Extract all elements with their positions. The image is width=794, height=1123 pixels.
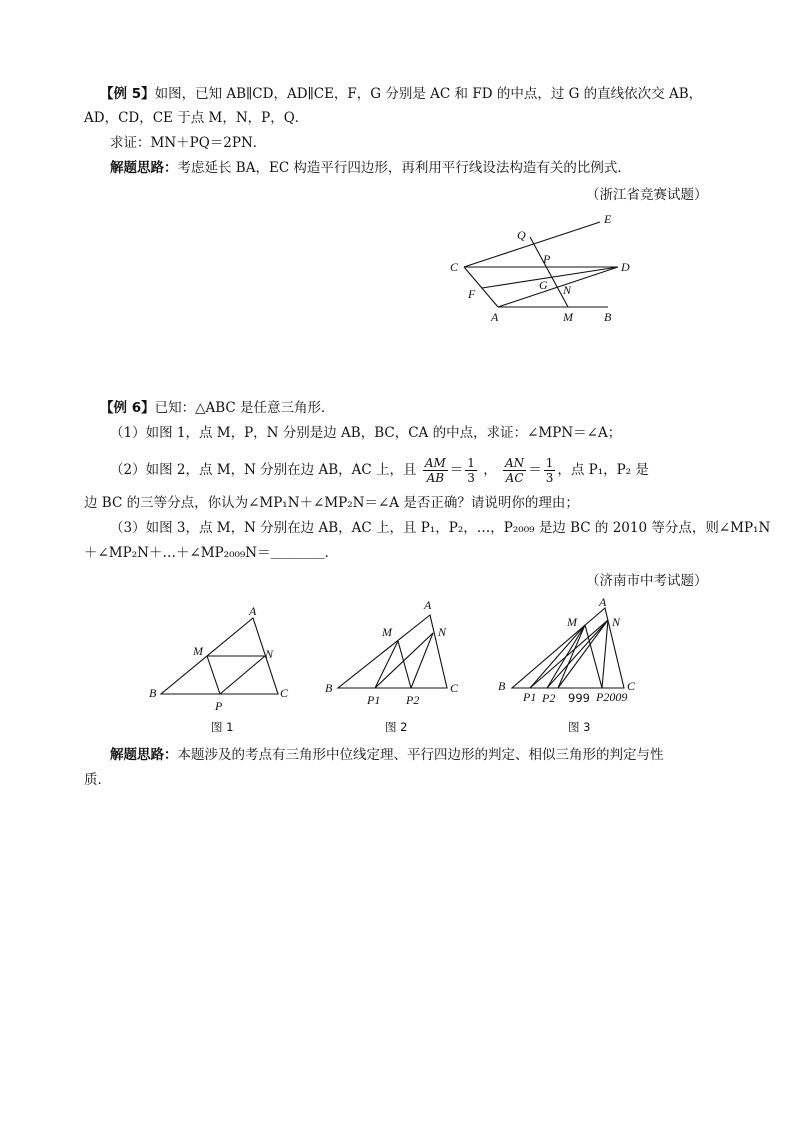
label-g: G	[539, 278, 548, 292]
fig1-label-p: P	[215, 699, 223, 713]
fraction-am-ab	[423, 456, 448, 485]
fraction-one-third-1	[465, 456, 477, 485]
label-b: B	[604, 310, 612, 324]
segment-pn	[220, 656, 265, 694]
fraction-an: AN	[505, 456, 525, 470]
fig1-label-m: M	[193, 644, 203, 658]
example6-part2-c: 边 BC 的三等分点，你认为∠MP₁N＋∠MP₂N＝∠A 是否正确？请说明你的理由；	[84, 495, 579, 511]
fig2-label-p2: P2	[406, 693, 420, 707]
fig1-caption: 图 1	[211, 720, 234, 734]
fraction-one-third-2	[544, 456, 556, 485]
fig2-label-a: A	[424, 598, 432, 612]
example5-tag: 【例 5】	[100, 86, 155, 102]
label-p: P	[543, 252, 551, 266]
fig3-label-p1: P1	[523, 690, 537, 704]
fig3-label-p2: P2	[542, 691, 556, 705]
label-n: N	[563, 283, 572, 297]
fig3-label-b: B	[498, 679, 506, 693]
label-m: M	[563, 310, 573, 324]
fraction-ab: AB	[426, 471, 445, 485]
example6-intro: 已知：△ABC 是任意三角形．	[154, 400, 335, 416]
example6-line1	[100, 398, 335, 418]
fig3-label-dots: 999	[568, 691, 590, 705]
example5-hint-text: 考虑延长 BA，EC 构造平行四边形，再利用平行线设法构造有关的比例式．	[177, 160, 631, 176]
example6-hint	[110, 745, 664, 765]
segment-mp1	[375, 641, 398, 688]
example6-part1: （1）如图 1，点 M，P，N 分别是边 AB，BC，CA 的中点，求证：∠MPN＝∠A；	[110, 425, 622, 441]
label-f: F	[468, 287, 476, 301]
example6-figure2	[320, 595, 470, 738]
equals-2: ＝	[528, 462, 542, 478]
fig3-label-a: A	[599, 595, 607, 609]
segment-np1	[375, 633, 433, 688]
fraction-one-1: 1	[467, 456, 475, 470]
example5-hint-label: 解题思路：	[110, 160, 178, 176]
line-fd	[482, 267, 618, 288]
example6-part2-b: ，点 P₁，P₂ 是	[557, 462, 649, 478]
fig1-label-b: B	[149, 686, 157, 700]
fig2-label-c: C	[450, 681, 459, 695]
fig2-label-p1: P1	[367, 693, 381, 707]
example6-part3-b: ＋∠MP₂N＋…＋∠MP₂₀₀₉N＝＿＿＿＿．	[84, 545, 339, 561]
example6-hint-label: 解题思路：	[110, 747, 178, 763]
label-c: C	[450, 260, 459, 274]
example6-source: （济南市中考试题）	[586, 573, 708, 589]
fig3-label-m: M	[567, 615, 577, 629]
line-ad	[498, 267, 618, 307]
equals-1: ＝	[449, 462, 464, 478]
fig1-label-c: C	[280, 686, 289, 700]
fraction-an-ac	[503, 456, 526, 485]
label-e: E	[604, 212, 612, 226]
segment-np2009	[602, 620, 608, 688]
example6-hint-line2: 质．	[84, 772, 111, 788]
fig2-caption: 图 2	[385, 720, 408, 734]
example6-part3-a: （3）如图 3，点 M，N 分别在边 AB，AC 上，且 P₁，P₂，…，P₂₀₀₉ 是边 BC 的 2010 等分点，则∠MP₁N	[110, 520, 771, 536]
example6-figure3	[490, 590, 650, 738]
fig3-label-c: C	[627, 679, 636, 693]
example5-figure	[440, 205, 640, 330]
example5-source: （浙江省竞赛试题）	[586, 187, 708, 203]
segment-mp1	[530, 625, 585, 688]
segment-np1	[530, 620, 608, 688]
fig2-label-b: B	[325, 681, 333, 695]
fig3-label-p2009: P2009	[596, 690, 628, 704]
fig3-label-n: N	[612, 615, 621, 629]
segment-mp	[207, 656, 220, 694]
segment-mp2009	[585, 625, 602, 688]
example6-part2-line1: （2）如图 2，点 M，N 分别在边 AB，AC 上，且 $\frac{AM}{AB}$ ＝ $\frac{1}{3}$ ， $\frac{AN}{AC}$ ＝ $\frac{1}{3}$ ，点 P₁，P₂ 是	[110, 456, 649, 485]
example6-figure1	[145, 598, 295, 738]
example5-prove: 求证：MN＋PQ＝2PN．	[110, 135, 267, 151]
fig1-label-a: A	[249, 604, 257, 618]
line-ce	[464, 222, 600, 267]
example5-line1	[100, 84, 702, 104]
example6-part2-a: （2）如图 2，点 M，N 分别在边 AB，AC 上，且	[110, 462, 417, 478]
fraction-am: AM	[424, 456, 446, 470]
fig2-label-n: N	[438, 625, 447, 639]
example5-hint	[110, 158, 631, 178]
segment-np2	[411, 633, 433, 688]
fraction-three-1: 3	[467, 471, 475, 485]
example6-hint-text: 本题涉及的考点有三角形中位线定理、平行四边形的判定、相似三角形的判定与性	[177, 747, 664, 763]
example5-line2: AD，CD，CE 于点 M，N，P，Q．	[84, 110, 309, 126]
label-q: Q	[517, 228, 526, 242]
fraction-one-2: 1	[545, 456, 554, 470]
fig2-label-m: M	[382, 625, 392, 639]
fraction-three-2: 3	[545, 471, 554, 485]
label-a: A	[491, 310, 499, 324]
fig3-caption: 图 3	[568, 720, 591, 734]
fig1-label-n: N	[265, 647, 274, 661]
example6-tag: 【例 6】	[100, 400, 155, 416]
fraction-ac: AC	[505, 471, 524, 485]
example5-statement-1: 如图，已知 AB∥CD，AD∥CE，F，G 分别是 AC 和 FD 的中点，过 G 的直线依次交 AB，	[154, 86, 703, 102]
label-d: D	[621, 260, 630, 274]
